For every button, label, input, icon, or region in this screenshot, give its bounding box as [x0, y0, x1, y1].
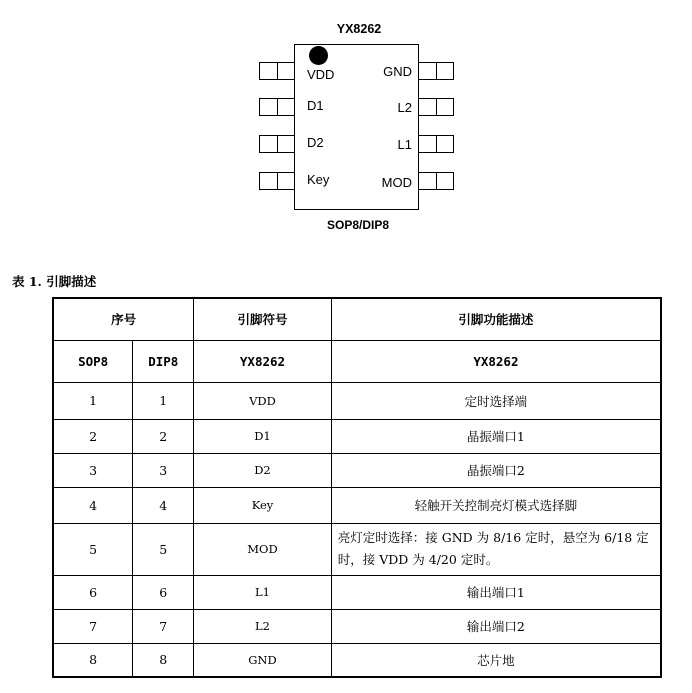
cell-desc: 晶振端口2 [331, 453, 661, 487]
pin-label-d1: D1 [307, 98, 324, 113]
table-row [53, 643, 661, 677]
subheader-desc: YX8262 [331, 340, 661, 382]
cell-symbol: MOD [194, 523, 332, 575]
pin-label-d2: D2 [307, 135, 324, 150]
cell-desc: 亮灯定时选择：接 GND 为 8/16 定时，悬空为 6/18 定时，接 VDD 为 4/20 定时。 [331, 523, 661, 575]
subheader-symbol: YX8262 [194, 340, 332, 382]
table-row [53, 453, 661, 487]
table-header-row [53, 298, 661, 340]
cell-symbol: VDD [194, 382, 332, 419]
pin-mod-lead [418, 172, 454, 190]
pin-d2-lead [259, 135, 295, 153]
cell-dip8: 5 [133, 523, 194, 575]
cell-sop8: 3 [53, 453, 133, 487]
pin-gnd-lead [418, 62, 454, 80]
cell-sop8: 2 [53, 419, 133, 453]
cell-desc: 输出端口1 [331, 575, 661, 609]
cell-dip8: 1 [133, 382, 194, 419]
table-row [53, 523, 661, 575]
cell-dip8: 3 [133, 453, 194, 487]
pin-label-mod: MOD [381, 175, 412, 190]
header-symbol: 引脚符号 [194, 298, 332, 340]
pin-d1-lead [259, 98, 295, 116]
cell-desc: 输出端口2 [331, 609, 661, 643]
pin-vdd-lead [259, 62, 295, 80]
cell-sop8: 7 [53, 609, 133, 643]
cell-sop8: 6 [53, 575, 133, 609]
pin-key-lead [259, 172, 295, 190]
cell-dip8: 2 [133, 419, 194, 453]
cell-sop8: 8 [53, 643, 133, 677]
pin-l1-lead [418, 135, 454, 153]
header-desc: 引脚功能描述 [331, 298, 661, 340]
cell-dip8: 6 [133, 575, 194, 609]
pin-label-key: Key [307, 172, 330, 187]
pin-label-gnd: GND [383, 64, 412, 79]
cell-sop8: 5 [53, 523, 133, 575]
subheader-sop8: SOP8 [53, 340, 133, 382]
pin-label-l1: L1 [397, 137, 412, 152]
cell-desc: 轻触开关控制亮灯模式选择脚 [331, 487, 661, 523]
cell-symbol: D2 [194, 453, 332, 487]
table-row [53, 419, 661, 453]
cell-dip8: 8 [133, 643, 194, 677]
cell-symbol: GND [194, 643, 332, 677]
table-subheader-row [53, 340, 661, 382]
cell-desc: 晶振端口1 [331, 419, 661, 453]
pin-l2-lead [418, 98, 454, 116]
cell-symbol: L1 [194, 575, 332, 609]
package-label: SOP8/DIP8 [326, 218, 390, 232]
table-row [53, 487, 661, 523]
table-row [53, 609, 661, 643]
pin1-marker-dot [309, 46, 328, 65]
cell-dip8: 7 [133, 609, 194, 643]
header-seq: 序号 [53, 298, 194, 340]
cell-desc: 定时选择端 [331, 382, 661, 419]
pin-label-l2: L2 [397, 100, 412, 115]
cell-dip8: 4 [133, 487, 194, 523]
cell-symbol: Key [194, 487, 332, 523]
table-caption: 表 1. 引脚描述 [12, 274, 97, 289]
cell-symbol: L2 [194, 609, 332, 643]
chip-name: YX8262 [336, 22, 382, 36]
pin-description-table [52, 297, 662, 678]
cell-desc: 芯片地 [331, 643, 661, 677]
cell-sop8: 4 [53, 487, 133, 523]
table-row [53, 382, 661, 419]
pin-label-vdd: VDD [307, 67, 335, 82]
subheader-dip8: DIP8 [133, 340, 194, 382]
table-row [53, 575, 661, 609]
cell-symbol: D1 [194, 419, 332, 453]
cell-sop8: 1 [53, 382, 133, 419]
